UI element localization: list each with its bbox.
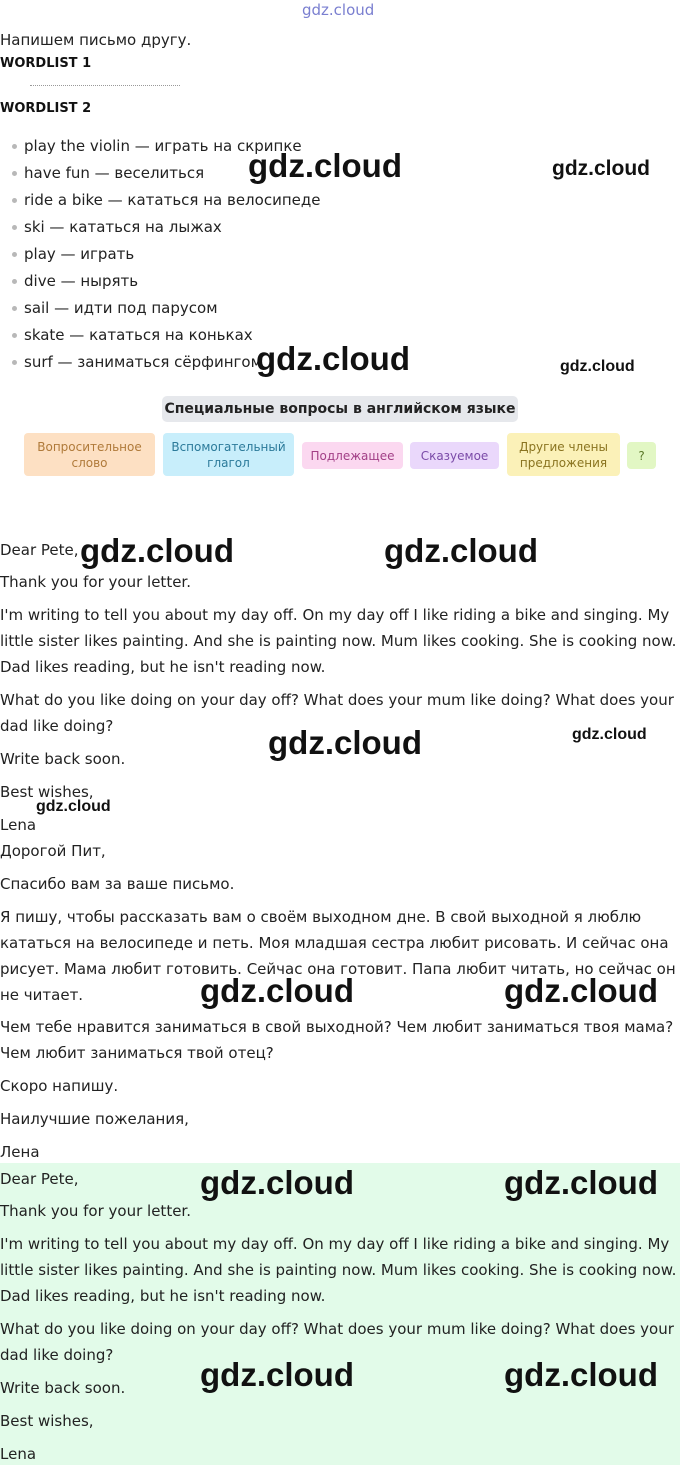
bullet-icon <box>12 306 17 311</box>
bullet-icon <box>12 333 17 338</box>
watermark: gdz.cloud <box>560 358 635 375</box>
watermark: gdz.cloud <box>200 972 354 1009</box>
watermark: gdz.cloud <box>248 147 402 184</box>
list-item-text: dive — нырять <box>24 272 139 290</box>
letter-paragraph: Я пишу, чтобы рассказать вам о своём выходном дне. В свой выходной я люблю кататься на велосипеде и петь. Моя младшая сестра любит рисовать. И сейчас она рисует. Мама любит готовить. Сейчас она готовит. Папа любит читать, но сейчас он не читает. <box>0 908 676 1004</box>
watermark: gdz.cloud <box>256 340 410 377</box>
letter-greeting: Dear Pete, <box>0 541 79 559</box>
watermark: gdz.cloud <box>504 1356 658 1393</box>
wordlist2-title: WORDLIST 2 <box>0 101 92 116</box>
letter-paragraph: Спасибо вам за ваше письмо. <box>0 875 235 893</box>
watermark: gdz.cloud <box>504 1164 658 1201</box>
letter-paragraph: Скоро напишу. <box>0 1077 119 1095</box>
watermark: gdz.cloud <box>268 724 422 761</box>
chip-question-mark: ? <box>627 442 656 469</box>
letter-greeting: Dear Pete, <box>0 1170 79 1188</box>
chip-subject: Подлежащее <box>302 442 403 469</box>
watermark: gdz.cloud <box>36 798 111 815</box>
chip-question-word: Вопросительное слово <box>24 433 155 476</box>
chip-predicate: Сказуемое <box>410 442 499 469</box>
letter-paragraph: Write back soon. <box>0 1379 126 1397</box>
letter-signature: Lena <box>0 816 37 834</box>
bullet-icon <box>12 252 17 257</box>
hidden-wordlist1-line <box>30 85 180 92</box>
letter-closing: Наилучшие пожелания, <box>0 1110 189 1128</box>
wordlist1-title: WORDLIST 1 <box>0 56 92 71</box>
watermark: gdz.cloud <box>200 1164 354 1201</box>
bullet-icon <box>12 198 17 203</box>
list-item-text: have fun — веселиться <box>24 164 205 182</box>
list-item-text: play — играть <box>24 245 135 263</box>
letter-closing: Best wishes, <box>0 1412 94 1430</box>
letter-paragraph: Чем тебе нравится заниматься в свой выходной? Чем любит заниматься твоя мама? Чем любит заниматься твой отец? <box>0 1018 674 1062</box>
letter-closing: Best wishes, <box>0 783 94 801</box>
letter-paragraph: What do you like doing on your day off? What does your mum like doing? What does your dad like doing? <box>0 691 674 735</box>
list-item <box>12 218 320 245</box>
list-item <box>12 272 320 299</box>
watermark: gdz.cloud <box>504 972 658 1009</box>
watermark: gdz.cloud <box>384 532 538 569</box>
bullet-icon <box>12 225 17 230</box>
list-item-text: ski — кататься на лыжах <box>24 218 222 236</box>
letter-paragraph: I'm writing to tell you about my day off. On my day off I like riding a bike and singing. My little sister likes painting. And she is painting now. Mum likes cooking. She is cooking now. Dad likes reading, but he isn't reading now. <box>0 1235 677 1305</box>
list-item <box>12 191 320 218</box>
bullet-icon <box>12 360 17 365</box>
list-item <box>12 299 320 326</box>
letter-signature: Лена <box>0 1143 40 1161</box>
site-link[interactable]: gdz.cloud <box>302 1 375 19</box>
letter-paragraph: Write back soon. <box>0 750 126 768</box>
list-item-text: ride a bike — кататься на велосипеде <box>24 191 321 209</box>
list-item-text: sail — идти под парусом <box>24 299 218 317</box>
bullet-icon <box>12 279 17 284</box>
list-item-text: play the violin — играть на скрипке <box>24 137 302 155</box>
letter-greeting: Дорогой Пит, <box>0 842 106 860</box>
intro-text: Напишем письмо другу. <box>0 31 192 49</box>
letter-signature: Lena <box>0 1445 37 1463</box>
letter-paragraph: Thank you for your letter. <box>0 573 191 591</box>
letter-paragraph: Thank you for your letter. <box>0 1202 191 1220</box>
watermark: gdz.cloud <box>552 157 650 180</box>
watermark: gdz.cloud <box>572 726 647 743</box>
chip-other-members: Другие члены предложения <box>507 433 620 476</box>
list-item-text: surf — заниматься сёрфингом <box>24 353 262 371</box>
letter-paragraph: What do you like doing on your day off? What does your mum like doing? What does your dad like doing? <box>0 1320 674 1364</box>
letter-paragraph: I'm writing to tell you about my day off. On my day off I like riding a bike and singing. My little sister likes painting. And she is painting now. Mum likes cooking. She is cooking now. Dad likes reading, but he isn't reading now. <box>0 606 677 676</box>
bullet-icon <box>12 144 17 149</box>
list-item-text: skate — кататься на коньках <box>24 326 253 344</box>
question-structure-title: Специальные вопросы в английском языке <box>162 396 518 422</box>
bullet-icon <box>12 171 17 176</box>
watermark: gdz.cloud <box>80 532 234 569</box>
chip-auxiliary-verb: Вспомогательный глагол <box>163 433 294 476</box>
list-item <box>12 245 320 272</box>
watermark: gdz.cloud <box>200 1356 354 1393</box>
